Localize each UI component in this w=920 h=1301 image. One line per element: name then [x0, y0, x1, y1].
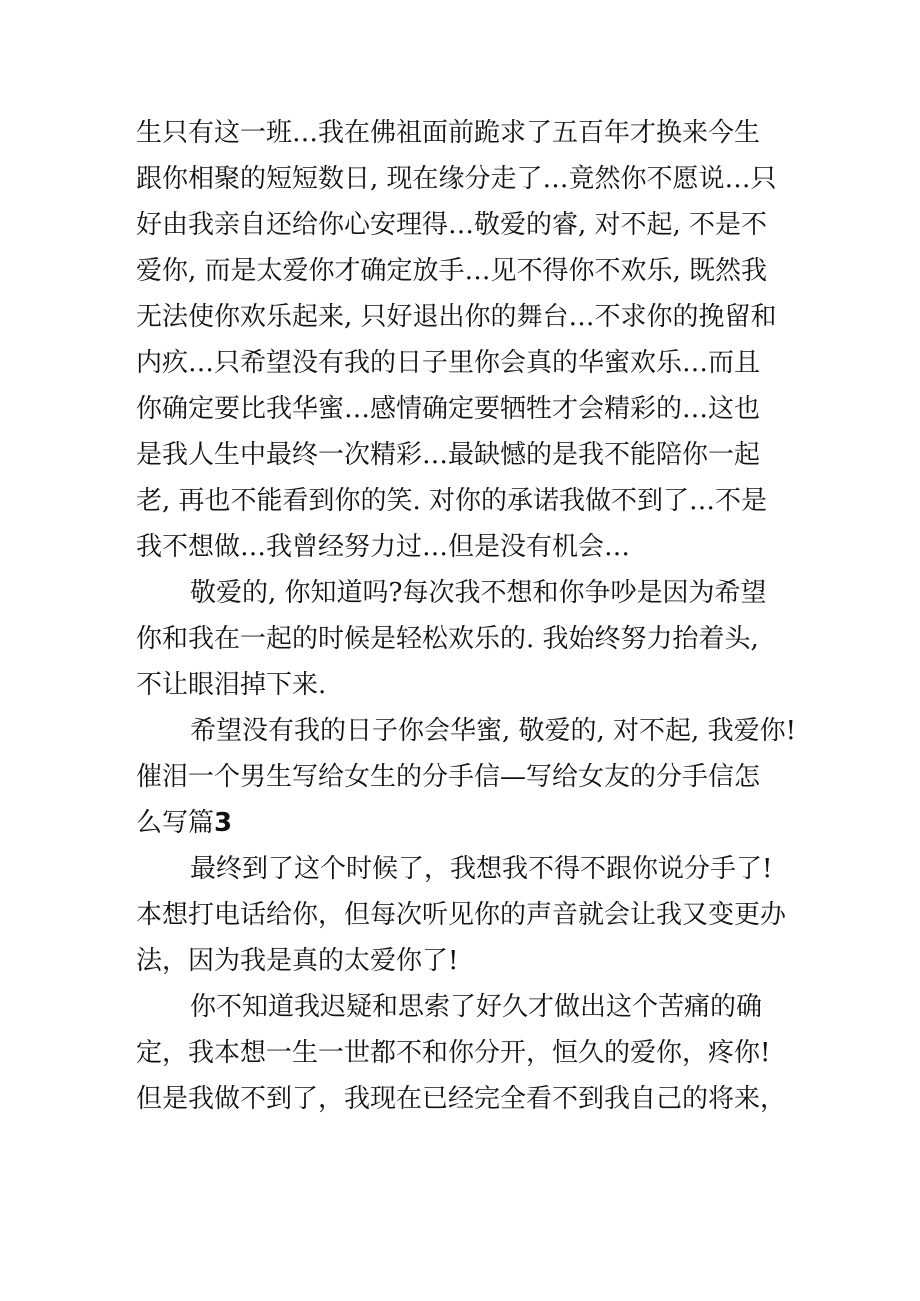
- text-line: 我不想做…我曾经努力过…但是没有机会…: [136, 532, 631, 562]
- paragraph-4: [136, 846, 786, 984]
- paragraph-1: [136, 110, 786, 570]
- heading-line: [136, 800, 786, 846]
- text-line: 最终到了这个时候了，我想我不得不跟你说分手了!: [190, 854, 773, 884]
- paragraph-5: [136, 984, 786, 1122]
- text-line: 内疚…只希望没有我的日子里你会真的华蜜欢乐…而且: [136, 348, 761, 378]
- section-heading: [136, 754, 786, 846]
- text-line: 你不知道我迟疑和思索了好久才做出这个苦痛的确: [190, 992, 763, 1022]
- text-line: 法，因为我是真的太爱你了!: [136, 946, 459, 976]
- heading-number: 3: [214, 808, 233, 838]
- text-line: 好由我亲自还给你心安理得…敬爱的睿, 对不起, 不是不: [136, 210, 768, 240]
- text-line: 本想打电话给你，但每次听见你的声音就会让我又变更办: [136, 900, 787, 930]
- text-line: 老, 再也不能看到你的笑. 对你的承诺我做不到了…不是: [136, 486, 768, 516]
- heading-line: 催泪一个男生写给女生的分手信—写给女友的分手信怎: [136, 762, 761, 792]
- text-line: 敬爱的, 你知道吗?每次我不想和你争吵是因为希望: [190, 578, 767, 608]
- text-line: 是我人生中最终一次精彩…最缺憾的是我不能陪你一起: [136, 440, 761, 470]
- paragraph-2: [136, 570, 786, 708]
- text-line: 不让眼泪掉下来.: [136, 670, 327, 700]
- paragraph-3: [136, 708, 797, 754]
- text-line: 定，我本想一生一世都不和你分开，恒久的爱你，疼你!: [136, 1038, 771, 1068]
- text-line: 无法使你欢乐起来, 只好退出你的舞台…不求你的挽留和: [136, 302, 777, 332]
- document-body: [136, 110, 797, 1122]
- text-line: 跟你相聚的短短数日, 现在缘分走了…竟然你不愿说…只: [136, 164, 777, 194]
- heading-text: 么写篇: [136, 808, 215, 838]
- text-line: 但是我做不到了，我现在已经完全看不到我自己的将来，: [136, 1084, 787, 1114]
- text-line: 你和我在一起的时候是轻松欢乐的. 我始终努力抬着头,: [136, 624, 759, 654]
- text-line: 你确定要比我华蜜…感情确定要牺牲才会精彩的…这也: [136, 394, 761, 424]
- text-line: 生只有这一班…我在佛祖面前跪求了五百年才换来今生: [136, 118, 761, 148]
- text-line: 希望没有我的日子你会华蜜, 敬爱的, 对不起, 我爱你!: [190, 716, 797, 746]
- text-line: 爱你, 而是太爱你才确定放手…见不得你不欢乐, 既然我: [136, 256, 768, 286]
